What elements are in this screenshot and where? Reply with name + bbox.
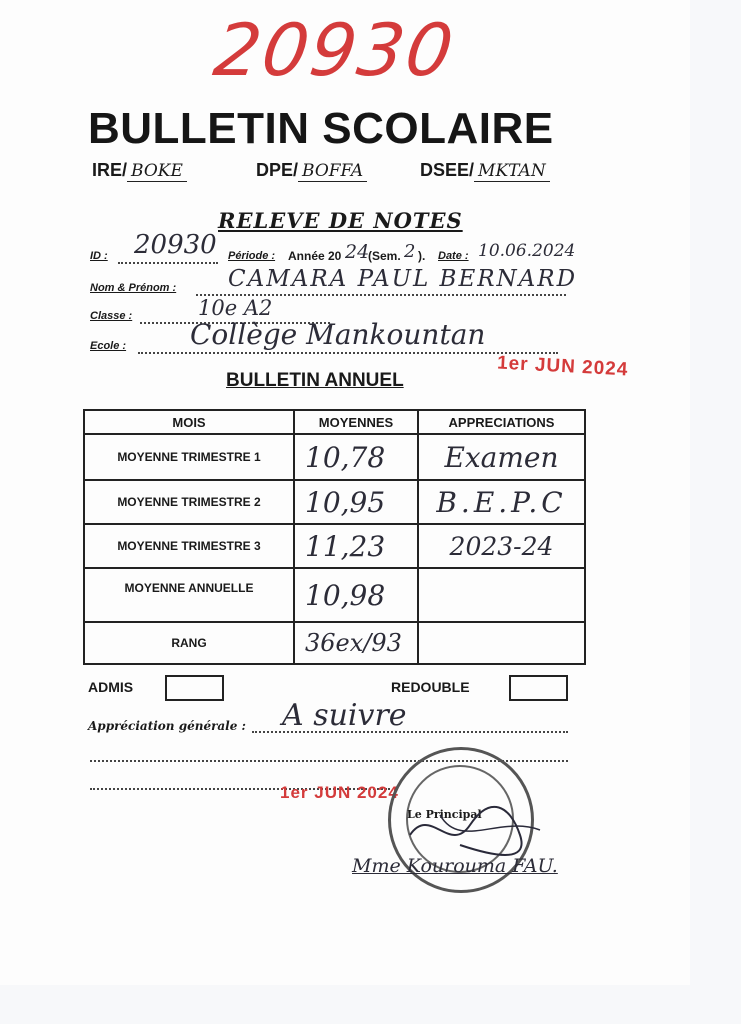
dpe-value: BOFFA (298, 161, 367, 182)
header-appreciations: APPRECIATIONS (418, 410, 585, 434)
row-moyenne: 10,95 (294, 480, 418, 524)
id-label: ID : (90, 250, 108, 262)
row-label: MOYENNE TRIMESTRE 2 (84, 480, 294, 524)
grades-table (83, 409, 586, 665)
classe-value: 10e A2 (198, 296, 273, 320)
classe-label: Classe : (90, 310, 133, 322)
bulletin-annuel-title: BULLETIN ANNUEL (226, 370, 404, 391)
table-row (84, 434, 585, 480)
date-value: 10.06.2024 (478, 241, 576, 261)
row-label: RANG (84, 622, 294, 664)
redouble-checkbox[interactable] (509, 675, 568, 701)
id-value: 20930 (134, 230, 217, 260)
row-moyenne: 10,98 (294, 568, 418, 622)
dpe-field: DPE/ BOFFA (256, 160, 367, 181)
appreciation-label: Appréciation générale : (88, 719, 246, 733)
ire-value: BOKE (127, 161, 187, 182)
releve-title: RELEVE DE NOTES (218, 208, 463, 233)
table-row (84, 480, 585, 524)
sem-value: 2 (404, 241, 416, 262)
row-label: MOYENNE ANNUELLE (84, 568, 294, 622)
dsee-field: DSEE/ MKTAN (420, 160, 550, 181)
table-row (84, 622, 585, 664)
row-moyenne: 11,23 (294, 524, 418, 568)
serial-number: 20930 (209, 8, 460, 92)
nom-value: CAMARA PAUL BERNARD (228, 266, 578, 292)
row-appreciation: B.E.P.C (418, 480, 585, 524)
redouble-label: REDOUBLE (391, 679, 470, 695)
periode-label: Période : (228, 250, 276, 262)
table-row (84, 524, 585, 568)
table-header-row (84, 410, 585, 434)
document-title: BULLETIN SCOLAIRE (88, 104, 554, 153)
date-stamp-1: 1er JUN 2024 (496, 352, 629, 381)
row-moyenne: 10,78 (294, 434, 418, 480)
row-appreciation (418, 568, 585, 622)
ire-field: IRE/ BOKE (92, 160, 187, 181)
admis-label: ADMIS (88, 679, 134, 695)
row-appreciation: 2023-24 (418, 524, 585, 568)
date-stamp-2: 1er JUN 2024 (280, 783, 399, 802)
date-label: Date : (438, 250, 469, 262)
dsee-value: MKTAN (474, 161, 550, 182)
signature-name: Mme Kourouma FAU. (352, 855, 558, 877)
appreciation-value: A suivre (282, 698, 407, 733)
row-appreciation: Examen (418, 434, 585, 480)
header-mois: MOIS (84, 410, 294, 434)
id-line: ID : 20930 Période : Année 20 24 (Sem. 2 ). Date : 10.06.2024 (90, 230, 576, 263)
nom-label: Nom & Prénom : (90, 282, 177, 294)
row-appreciation (418, 622, 585, 664)
admis-checkbox[interactable] (165, 675, 224, 701)
header-moyennes: MOYENNES (294, 410, 418, 434)
ecole-value: Collège Mankountan (190, 318, 486, 351)
periode-year: 24 (345, 241, 370, 263)
table-row (84, 568, 585, 622)
ecole-label: Ecole : (90, 340, 127, 352)
row-label: MOYENNE TRIMESTRE 3 (84, 524, 294, 568)
row-label: MOYENNE TRIMESTRE 1 (84, 434, 294, 480)
row-moyenne: 36ex/93 (294, 622, 418, 664)
principal-label: Le Principal (407, 808, 482, 821)
